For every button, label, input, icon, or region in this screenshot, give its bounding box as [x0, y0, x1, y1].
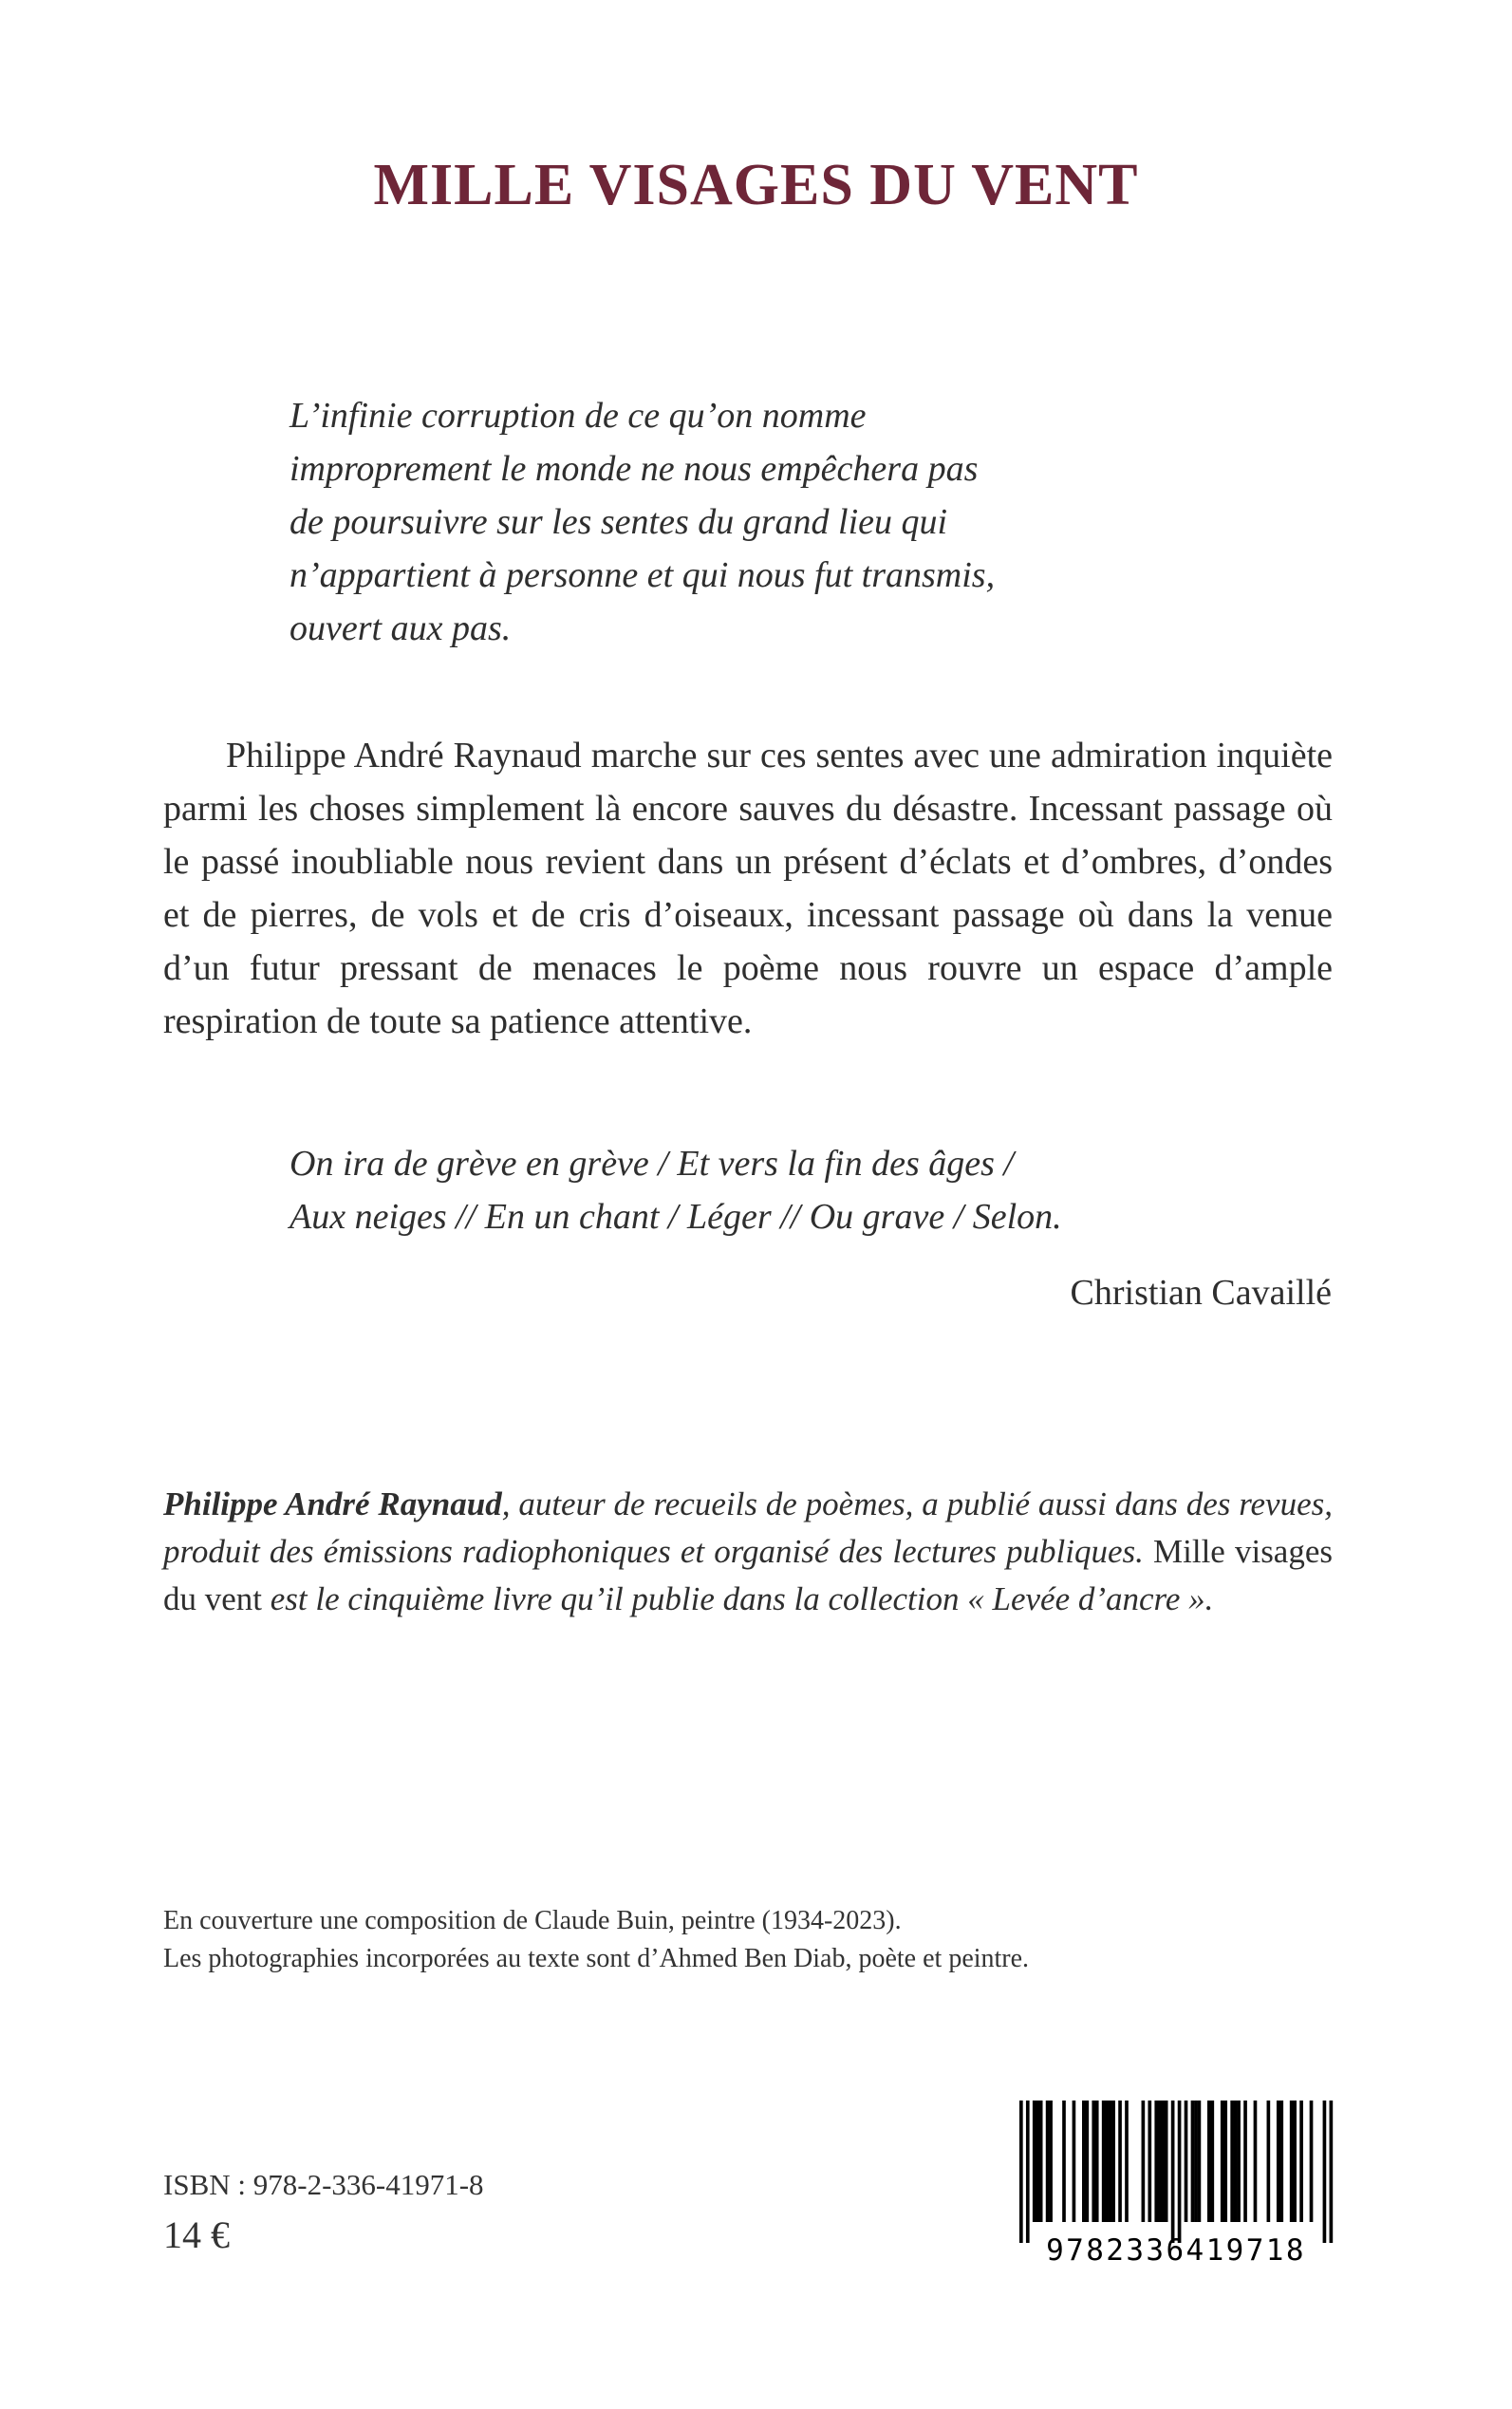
epigraph-line: n’appartient à personne et qui nous fut transmis,: [289, 555, 996, 595]
barcode-bar: [1299, 2101, 1303, 2222]
barcode-bar: [1158, 2101, 1162, 2222]
barcode-bar: [1046, 2101, 1050, 2222]
barcode-bar: [1254, 2101, 1258, 2222]
credits-line: Les photographies incorporées au texte sont d’Ahmed Ben Diab, poète et peintre.: [163, 1944, 1030, 1973]
barcode-bar: [1161, 2101, 1165, 2222]
barcode-bar: [1165, 2101, 1168, 2222]
bio-text: est le cinquième livre qu’il publie dans la collection « Levée d’ancre ».: [262, 1580, 1214, 1617]
barcode-bar: [1207, 2101, 1211, 2222]
barcode-bar: [1148, 2101, 1151, 2222]
barcode-bar: [1230, 2101, 1234, 2222]
barcode-bar: [1095, 2101, 1099, 2222]
barcode-bar: [1036, 2101, 1039, 2222]
barcode-bar: [1237, 2101, 1241, 2222]
barcode-bar: [1178, 2101, 1182, 2243]
barcode-bar: [1118, 2101, 1122, 2222]
barcode-bar: [1290, 2101, 1294, 2222]
barcode-bar: [1049, 2101, 1053, 2222]
barcode-bars: [1014, 2101, 1338, 2243]
verse-line: Aux neiges // En un chant / Léger // Ou grave / Selon.: [289, 1197, 1062, 1237]
barcode-bar: [1243, 2101, 1247, 2222]
barcode-bar: [1092, 2101, 1095, 2222]
presentation-paragraph: Philippe André Raynaud marche sur ces sentes avec une admiration inquiète parmi les choses simplement là encore sauves du désastre. Incessant passage où le passé inoubliable nous revient dans un présent d’éclats et d’ombres, d’ondes et de pierres, de vols et de cris d’oiseaux, incessant passage où dans la venue d’un futur pressant de menaces le poème nous rouvre un espace d’ample respiration de toute sa patience attentive.: [163, 736, 1333, 1041]
verse-line: On ira de grève en grève / Et vers la fin des âges /: [289, 1144, 1014, 1184]
bio-book-title: Mille visages du vent: [163, 1533, 1334, 1617]
barcode-bar: [1085, 2101, 1089, 2222]
barcode-bar: [1223, 2101, 1227, 2222]
barcode-bar: [1191, 2101, 1195, 2222]
barcode-bar: [1194, 2101, 1198, 2222]
epigraph-line: L’infinie corruption de ce qu’on nomme: [289, 396, 867, 436]
signature: Christian Cavaillé: [1070, 1273, 1332, 1313]
barcode-bar: [1279, 2101, 1283, 2222]
epigraph-line: improprement le monde ne nous empêchera pas: [289, 449, 979, 489]
price-label: 14 €: [163, 2213, 230, 2256]
barcode-bar: [1198, 2101, 1202, 2222]
epigraph-line: ouvert aux pas.: [289, 608, 512, 648]
barcode-digits: 9782336419718: [1046, 2233, 1306, 2268]
barcode-bar: [1125, 2101, 1129, 2222]
barcode-bar: [1039, 2101, 1043, 2222]
barcode-bar: [1142, 2101, 1146, 2222]
bio-text: , auteur de recueils de poèmes, a publié aussi dans des revues, produit des émissions radiophoniques et organisé des lectures publiques.: [163, 1485, 1333, 1570]
verse-quote: [289, 1137, 1334, 1243]
barcode-bar: [1154, 2101, 1158, 2222]
isbn-label: ISBN : 978-2-336-41971-8: [163, 2168, 484, 2201]
epigraph-line: de poursuivre sur les sentes du grand lieu qui: [289, 502, 948, 542]
barcode: [1014, 2101, 1338, 2266]
barcode-bar: [1171, 2101, 1175, 2243]
author-biography: [163, 1481, 1333, 1623]
credits: [163, 1902, 1029, 1978]
barcode-bar: [1019, 2101, 1023, 2243]
barcode-bar: [1105, 2101, 1109, 2222]
epigraph-quote: [289, 389, 1239, 655]
barcode-bar: [1293, 2101, 1297, 2222]
barcode-bar: [1210, 2101, 1214, 2222]
book-title: MILLE VISAGES DU VENT: [373, 153, 1139, 217]
barcode-bar: [1026, 2101, 1030, 2243]
barcode-bar: [1102, 2101, 1106, 2222]
barcode-bar: [1221, 2101, 1224, 2222]
barcode-bar: [1109, 2101, 1112, 2222]
barcode-bar: [1323, 2101, 1327, 2243]
barcode-bar: [1073, 2101, 1076, 2222]
barcode-bar: [1267, 2101, 1271, 2222]
barcode-bar: [1185, 2101, 1188, 2222]
credits-line: En couverture une composition de Claude Buin, peintre (1934-2023).: [163, 1906, 902, 1935]
barcode-bar: [1082, 2101, 1086, 2222]
barcode-bar: [1330, 2101, 1334, 2243]
barcode-bar: [1062, 2101, 1066, 2222]
barcode-bar: [1310, 2101, 1314, 2222]
barcode-bar: [1277, 2101, 1280, 2222]
bio-author-name: Philippe André Raynaud: [163, 1485, 502, 1522]
barcode-bar: [1111, 2101, 1115, 2222]
barcode-bar: [1234, 2101, 1238, 2222]
barcode-bar: [1033, 2101, 1036, 2222]
